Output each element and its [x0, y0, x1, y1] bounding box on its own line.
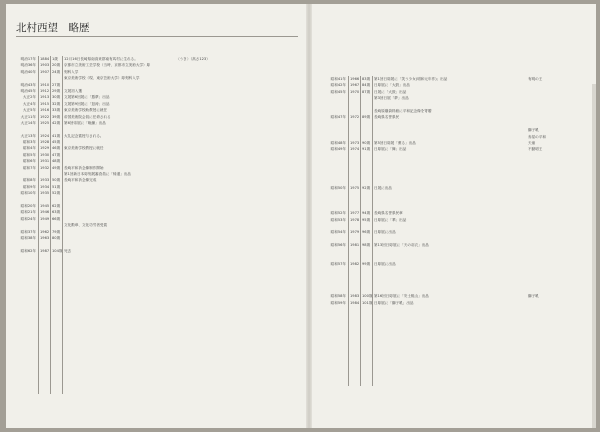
left-rule-2 [50, 56, 51, 394]
left-year-row: 1924 [40, 133, 50, 138]
left-event-column [64, 56, 174, 254]
left-age-row: 33歳 [52, 108, 61, 113]
left-age-row: 80歳 [52, 235, 61, 240]
right-age-row: 94歳 [362, 211, 371, 216]
right-year-row: 1967 [350, 83, 360, 88]
left-event-row: 第6回帝展に「晩鐘」出品 [64, 120, 106, 125]
left-event-row: 帝国美術院会員に任命される [64, 114, 111, 119]
right-event-row: 日彫展に「大鼓」出品 [374, 83, 410, 88]
left-event-row: 長崎平和祈念像完成 [64, 178, 97, 183]
left-year-row: 1962 [40, 229, 50, 234]
right-era-row: 昭和45年 [330, 89, 346, 94]
left-age-row: 30歳 [52, 95, 61, 100]
left-event-row: 大礼記念賞授与される。 [64, 133, 104, 138]
left-event-row: 文展初入選 [64, 88, 82, 93]
left-year-row: 1922 [40, 114, 50, 119]
left-era-row: 昭和5年 [22, 152, 36, 157]
left-age-row: 42歳 [52, 120, 61, 125]
right-event-row: 第1回日彫展に「笑う少女(明和元年作)」出品 [374, 77, 448, 81]
right-year-row: 1981 [350, 243, 360, 248]
right-age-row: 89歳 [362, 115, 371, 120]
left-age-row: 24歳 [52, 69, 61, 74]
right-age-row: 87歳 [362, 89, 371, 94]
left-rule-1 [38, 56, 39, 394]
left-year-row: 1930 [40, 152, 50, 157]
right-era-row: 昭和57年 [330, 262, 346, 267]
right-year-column [350, 76, 359, 306]
right-age-row: 91歳 [362, 147, 371, 152]
right-era-row: 昭和56年 [330, 243, 346, 248]
left-year-row: 1929 [40, 146, 50, 151]
right-year-row: 1983 [350, 294, 360, 299]
right-event-row: 日彫展に「獅子吼」出品 [374, 300, 414, 305]
left-era-row: 明治43年 [20, 82, 36, 87]
left-age-row: 51歳 [52, 184, 61, 189]
left-event-row: 東京美術学校教授に就任 [64, 146, 104, 151]
left-year-row: 1931 [40, 159, 50, 164]
left-era-row: 昭和3年 [22, 140, 36, 145]
right-year-row: 1979 [350, 230, 360, 235]
left-age-row: 45歳 [52, 140, 61, 145]
left-year-row: 1949 [40, 216, 50, 221]
left-year-row: 1913 [40, 95, 50, 100]
right-year-row: 1973 [350, 140, 360, 145]
left-year-row: 1925 [40, 120, 50, 125]
left-event-row: 文展第6回展に「悪夢」出品 [64, 95, 110, 100]
right-age-row: 100歳 [362, 294, 373, 299]
right-event-row: 日彫展に「華」出品 [374, 217, 407, 222]
right-age-row: 83歳 [362, 77, 371, 81]
left-event-row: 死去 [64, 248, 72, 253]
left-age-row: 39歳 [52, 114, 61, 119]
right-age-row: 101歳 [362, 300, 373, 305]
right-era-row: 昭和42年 [330, 83, 346, 88]
left-era-row: 大正2年 [22, 95, 36, 100]
left-event-row: 東京美術学校（現、東京芸術大学）彫刻科入学 [64, 76, 140, 81]
right-event-row: 第16回日彫展に「安土桃山」出品 [374, 294, 429, 299]
right-age-row: 90歳 [362, 140, 371, 145]
left-era-row: 大正14年 [20, 120, 36, 125]
book-spread [6, 4, 596, 428]
right-era-row: 昭和53年 [330, 217, 346, 222]
right-era-row: 昭和47年 [330, 115, 346, 120]
left-era-row: 大正13年 [20, 133, 36, 138]
right-era-row: 昭和58年 [330, 294, 346, 299]
right-year-row: 1975 [350, 185, 360, 190]
left-age-row: 29歳 [52, 88, 61, 93]
page-edge [592, 84, 596, 428]
right-event-row: 長崎原爆資料館に平和記念像を寄贈 [374, 108, 432, 113]
left-era-row: 昭和37年 [20, 229, 36, 234]
right-event-row: 長崎県名誉県民 [374, 115, 400, 120]
right-year-row: 1970 [350, 89, 360, 94]
left-age-row: 50歳 [52, 178, 61, 183]
right-works-row: 有明の王 [528, 77, 543, 81]
left-event-row: 文化勲章、文化功労者受賞 [64, 223, 108, 228]
middle-header: 〈うき〉（高さ123） [176, 57, 210, 61]
right-rule-1 [348, 76, 349, 386]
left-age-row: 48歳 [52, 159, 61, 164]
right-age-row: 95歳 [362, 217, 371, 222]
right-works-row [528, 306, 592, 312]
left-age-row: 47歳 [52, 152, 61, 157]
left-year-row: 1884 [40, 57, 50, 61]
left-age-row: 27歳 [52, 82, 61, 87]
left-era-column [6, 56, 36, 254]
left-age-column [52, 56, 61, 254]
left-era-row: 大正4年 [22, 101, 36, 106]
right-works-row: 獅子吼 [528, 294, 539, 299]
left-year-row: 1916 [40, 108, 50, 113]
left-year-row: 1987 [40, 248, 50, 253]
right-era-row: 昭和59年 [330, 300, 346, 305]
left-era-row: 昭和4年 [22, 146, 36, 151]
right-year-row: 1984 [350, 300, 360, 305]
right-year-row: 1974 [350, 147, 360, 152]
right-era-row: 昭和41年 [330, 77, 346, 81]
right-age-row: 99歳 [362, 262, 371, 267]
right-rule-3 [372, 76, 373, 386]
right-era-row: 昭和54年 [330, 230, 346, 235]
left-age-row: 20歳 [52, 63, 61, 68]
right-event-row: 第3回日展「夢」出品 [374, 96, 409, 101]
left-era-row: 昭和7年 [22, 165, 36, 170]
right-age-column [362, 76, 371, 306]
right-event-row: 第5回日彫展「薫る」出品 [374, 140, 416, 145]
right-event-row: 日彫展に出品 [374, 262, 396, 267]
left-year-row: 1946 [40, 210, 50, 215]
left-age-row: 1歳 [52, 57, 58, 61]
left-event-row: 刻科入学 [64, 69, 79, 74]
left-rule-3 [62, 56, 63, 394]
left-year-row: 1945 [40, 203, 50, 208]
left-event-row: 12月16日長崎県南高来郡南有馬村に生れる。 [64, 57, 138, 61]
right-year-row: 1977 [350, 211, 360, 216]
left-age-row: 46歳 [52, 146, 61, 151]
left-event-row: 文展第9回展に「怒涛」出品 [64, 101, 110, 106]
left-age-row: 52歳 [52, 191, 61, 196]
left-era-row: 昭和6年 [22, 159, 36, 164]
page-title: 北村西望 略歴 [16, 22, 90, 34]
right-year-row: 1982 [350, 262, 360, 267]
left-event-row: 長崎平和祈念像制作開始 [64, 165, 104, 170]
left-era-row: 大正11年 [20, 114, 36, 119]
right-works-row: 不動明王 [528, 147, 543, 152]
left-era-row: 明治40年 [20, 69, 36, 74]
left-year-row: 1903 [40, 63, 50, 68]
right-era-row: 昭和48年 [330, 140, 346, 145]
left-age-row: 63歳 [52, 210, 61, 215]
left-age-row: 62歳 [52, 203, 61, 208]
right-event-row: 長崎県名誉県民章 [374, 211, 403, 216]
right-event-column [374, 76, 484, 306]
title-rule [16, 36, 298, 37]
left-era-row: 昭和9年 [22, 184, 36, 189]
left-era-row: 昭和21年 [20, 210, 36, 215]
left-age-row: 104歳 [52, 248, 63, 253]
left-era-row: 昭和10年 [20, 191, 36, 196]
left-era-row: 昭和24年 [20, 216, 36, 221]
left-year-row: 1932 [40, 165, 50, 170]
right-age-row: 96歳 [362, 230, 371, 235]
right-era-row: 昭和49年 [330, 147, 346, 152]
left-age-row: 79歳 [52, 229, 61, 234]
middle-works-column [176, 56, 256, 299]
left-year-row: 1928 [40, 140, 50, 145]
right-event-row: 日彫展に「舞」出品 [374, 147, 407, 152]
right-year-row: 1972 [350, 115, 360, 120]
right-event-row: 第13回日彫展に「天の羽衣」出品 [374, 243, 429, 248]
right-event-row: 日展に「大鼓」出品 [374, 89, 407, 94]
left-era-row: 昭和62年 [20, 248, 36, 253]
left-era-row: 昭和20年 [20, 203, 36, 208]
left-era-row: 明治17年 [20, 57, 36, 61]
left-year-row: 1907 [40, 69, 50, 74]
left-age-row: 41歳 [52, 133, 61, 138]
left-age-row: 49歳 [52, 165, 61, 170]
left-year-row: 1963 [40, 235, 50, 240]
left-year-row: 1934 [40, 184, 50, 189]
left-age-row: 66歳 [52, 216, 61, 221]
right-age-row: 92歳 [362, 185, 371, 190]
left-event-row: 第1回新日本彫刻展審査員に「帰還」出品 [64, 172, 131, 177]
right-event-row: 日展に出品 [374, 185, 392, 190]
right-rule-2 [360, 76, 361, 386]
book-gutter [306, 4, 312, 428]
left-year-row: 1933 [40, 178, 50, 183]
left-age-row: 32歳 [52, 101, 61, 106]
right-era-row: 昭和52年 [330, 211, 346, 216]
left-event-row: 京都市立美術工芸学校（当時、京都市立美術大学）彫 [64, 63, 151, 68]
right-note-row [486, 300, 526, 306]
left-era-row: 明治36年 [20, 63, 36, 68]
right-age-row: 98歳 [362, 243, 371, 248]
left-era-row: 昭和8年 [22, 178, 36, 183]
left-era-row: 大正5年 [22, 108, 36, 113]
right-note-column [486, 76, 526, 306]
left-era-row: 明治45年 [20, 88, 36, 93]
left-year-row: 1915 [40, 101, 50, 106]
right-works-row: 寿星の平和 [528, 134, 546, 139]
right-age-row: 84歳 [362, 83, 371, 88]
right-era-column [318, 76, 346, 306]
left-year-column [40, 56, 49, 254]
right-works-column [528, 76, 592, 312]
left-year-row: 1912 [40, 88, 50, 93]
right-event-row: 日彫展に出品 [374, 230, 396, 235]
right-era-row: 昭和50年 [330, 185, 346, 190]
right-year-row: 1978 [350, 217, 360, 222]
middle-works-row [176, 292, 256, 298]
right-works-row: 天童 [528, 140, 536, 145]
right-year-row: 1966 [350, 77, 360, 81]
left-year-row: 1935 [40, 191, 50, 196]
left-event-row: 東京美術学校助教授に就任 [64, 108, 108, 113]
right-works-row: 獅子吼 [528, 128, 539, 133]
left-era-row: 昭和38年 [20, 235, 36, 240]
left-year-row: 1910 [40, 82, 50, 87]
